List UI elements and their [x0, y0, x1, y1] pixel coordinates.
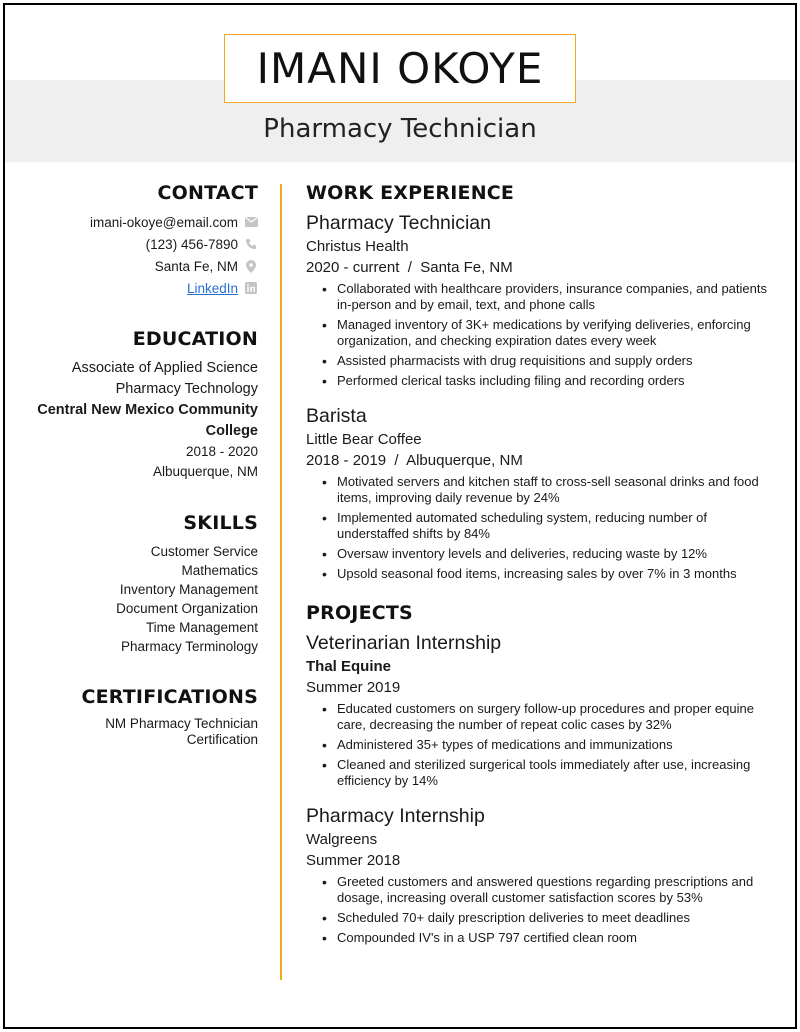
- left-column: [20, 182, 258, 748]
- skills-heading: SKILLS: [183, 512, 258, 534]
- location-text: Santa Fe, NM: [154, 259, 238, 274]
- map-pin-icon: [244, 260, 258, 274]
- job-title-subtitle: Pharmacy Technician: [263, 114, 537, 144]
- contact-section: [20, 182, 258, 300]
- skills-section: [20, 512, 258, 656]
- project-bullet: • Cleaned and sterilized surgerical tools immediately after use, increasing efficiency by 14%: [306, 757, 776, 789]
- job-bullet: • Oversaw inventory levels and deliveries, reducing waste by 12%: [306, 546, 776, 562]
- certifications-heading: CERTIFICATIONS: [81, 686, 258, 708]
- contact-linkedin: [20, 278, 258, 300]
- phone-icon: [244, 238, 258, 252]
- job-bullet: • Performed clerical tasks including filing and recording orders: [306, 373, 776, 389]
- job-entry: [306, 403, 776, 582]
- project-org: Walgreens: [306, 831, 378, 848]
- project-bullet: • Compounded IV's in a USP 797 certified clean room: [306, 930, 776, 946]
- job-meta: 2018 - 2019 / Albuquerque, NM: [306, 452, 523, 469]
- job-bullets: [306, 474, 776, 582]
- linkedin-link[interactable]: LinkedIn: [186, 281, 238, 296]
- project-bullet: • Greeted customers and answered questions regarding prescriptions and dosage, increasing overall customer satisfaction scores by 53%: [306, 874, 776, 906]
- contact-phone: [20, 234, 258, 256]
- job-bullet: • Collaborated with healthcare providers, insurance companies, and patients in-person and by email, text, and phone calls: [306, 281, 776, 313]
- job-bullet: • Managed inventory of 3K+ medications by verifying deliveries, enforcing organization, and checking expiration dates every week: [306, 317, 776, 349]
- education-degree: Associate of Applied Science: [71, 360, 258, 376]
- project-bullets: [306, 701, 776, 789]
- skill-item: Pharmacy Terminology: [120, 639, 258, 654]
- contact-heading: CONTACT: [157, 182, 258, 204]
- project-meta: Summer 2019: [306, 679, 401, 696]
- skill-item: Document Organization: [116, 601, 258, 616]
- projects-section: [306, 602, 776, 946]
- projects-heading: PROJECTS: [306, 602, 413, 624]
- name-box: [224, 34, 576, 103]
- email-text: imani-okoye@email.com: [90, 215, 238, 230]
- job-employer: Christus Health: [306, 238, 409, 255]
- skill-item: Mathematics: [181, 563, 258, 578]
- job-meta: 2020 - current / Santa Fe, NM: [306, 259, 513, 276]
- project-bullet: • Educated customers on surgery follow-up procedures and proper equine care, decreasing the number of repeat colic cases by 32%: [306, 701, 776, 733]
- job-entry: [306, 210, 776, 389]
- job-bullet: • Motivated servers and kitchen staff to cross-sell seasonal drinks and food items, improving daily revenue by 24%: [306, 474, 776, 506]
- job-bullet: • Assisted pharmacists with drug requisitions and supply orders: [306, 353, 776, 369]
- job-bullet: • Upsold seasonal food items, increasing sales by over 7% in 3 months: [306, 566, 776, 582]
- work-experience-section: [306, 182, 776, 582]
- education-dates: 2018 - 2020: [185, 444, 258, 459]
- work-experience-heading: WORK EXPERIENCE: [306, 182, 515, 204]
- education-school: [20, 400, 258, 442]
- envelope-icon: [244, 216, 258, 230]
- certifications-section: [20, 686, 258, 748]
- education-section: [20, 328, 258, 482]
- certification-item: NM Pharmacy Technician Certification: [105, 716, 258, 747]
- job-bullet: • Implemented automated scheduling system, reducing number of understaffed shifts by 84%: [306, 510, 776, 542]
- contact-location: [20, 256, 258, 278]
- project-bullet: • Scheduled 70+ daily prescription deliveries to meet deadlines: [306, 910, 776, 926]
- skill-item: Inventory Management: [119, 582, 258, 597]
- job-employer: Little Bear Coffee: [306, 431, 422, 448]
- candidate-name: IMANI OKOYE: [256, 44, 544, 93]
- skill-item: Customer Service: [150, 544, 258, 559]
- project-entry: [306, 803, 776, 946]
- phone-text: (123) 456-7890: [145, 237, 238, 252]
- education-major: Pharmacy Technology: [115, 381, 258, 397]
- project-bullet: • Administered 35+ types of medications and immunizations: [306, 737, 776, 753]
- education-heading: EDUCATION: [132, 328, 258, 350]
- project-meta: Summer 2018: [306, 852, 401, 869]
- column-divider: [280, 184, 282, 980]
- education-location: Albuquerque, NM: [152, 464, 258, 479]
- project-bullets: [306, 874, 776, 946]
- project-org: Thal Equine: [306, 658, 392, 675]
- skill-item: Time Management: [145, 620, 258, 635]
- project-entry: [306, 630, 776, 789]
- project-title: Veterinarian Internship: [306, 632, 502, 654]
- job-bullets: [306, 281, 776, 389]
- linkedin-icon: [244, 282, 258, 296]
- job-title: Pharmacy Technician: [306, 212, 491, 234]
- school-name: Central New Mexico Community College: [37, 402, 258, 439]
- right-column: [306, 182, 776, 960]
- project-title: Pharmacy Internship: [306, 805, 485, 827]
- job-title: Barista: [306, 405, 367, 427]
- contact-email: [20, 212, 258, 234]
